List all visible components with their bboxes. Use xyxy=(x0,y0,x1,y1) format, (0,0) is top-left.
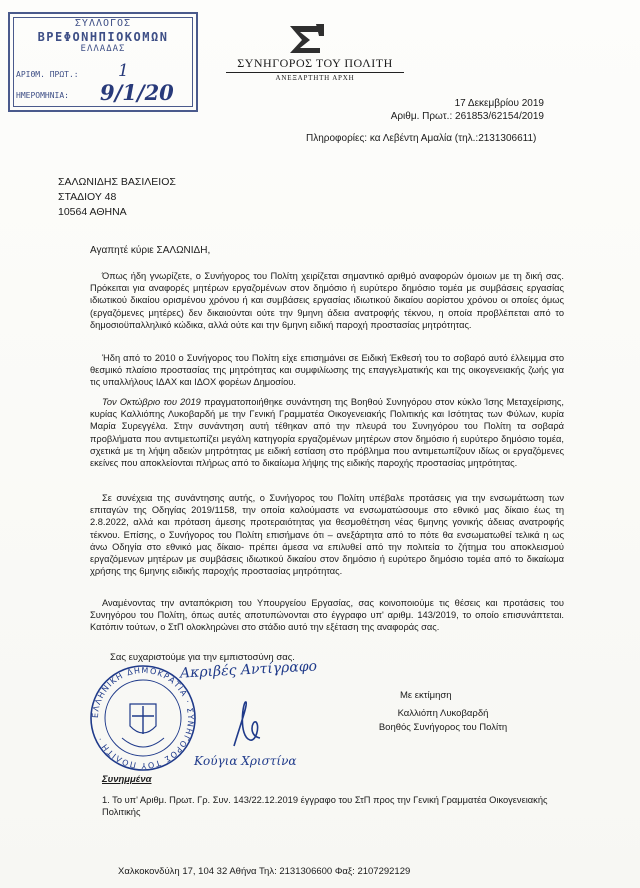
contact-info: Πληροφορίες: κα Λεβέντη Αμαλία (τηλ.:2131306611) xyxy=(306,133,537,144)
closing-line: Σας ευχαριστούμε για την εμπιστοσύνη σας. xyxy=(110,652,295,663)
paragraph-3-text: πραγματοποιήθηκε συνάντηση της Βοηθού Συνηγόρου στον κύκλο Ίσης Μεταχείρισης, κυρίας Καλλιόπης Λυκοβαρδή με την Γενική Γραμματέα Οικογενειακής Πολιτικής και Ισότητας των Φύλων, κυρία Μαρία Συρεγγέλα. Στην συνάντηση αυτή τέθηκαν από την πλευρά του Συνηγόρου του Πολίτη τα σοβαρά προβλήματα που αντιμετωπίζει μεγάλη κατηγορία εργαζομένων μητέρων στον δημόσιο ή ευρύτερο δημόσιο τομέα, σχετικά με τη λήψη αδειών μητρότητας με ειδική εστίαση στο πρόβλημα που αντιμετωπίζουν ιδίως οι εργαζόμενες εκείνες που αποκλείονται πλήρως από το δικαίωμα λήψης της ειδικής παροχής προστασίας μητρότητας. xyxy=(90,397,564,469)
protocol-number: Αριθμ. Πρωτ.: 261853/62154/2019 xyxy=(390,111,544,122)
true-copy-stamp: Ακριβές Αντίγραφο xyxy=(179,658,318,682)
paragraph-4: Σε συνέχεια της συνάντησης αυτής, ο Συνήγορος του Πολίτη υπέβαλε προτάσεις για την ενσωμάτωση των επιταγών της Οδηγίας 2019/1158, την οποία καλούμαστε να ενσωματώσουμε στο εθνικό μας δίκαιο έως τη 2.8.2022, αλλά και πρόταση άμεσης προτεραιότητας για θεσμοθέτηση νέας 6μηνης γονικής άδειας ανατροφής τέκνου. Επίσης, ο Συνήγορος του Πολίτη επισήμανε ότι – ανεξάρτητα από το πότε θα ενσωματωθεί τελικά η ως άνω Οδηγία στο εθνικό μας δίκαιο- πρέπει άμεσα να επιλυθεί από την πολιτεία το ζήτημα του αποκλεισμού εργαζόμενων μητέρων με συμβάσεις ιδιωτικού δικαίου στον δημόσιο ή ευρύτερο δημόσιο τομέα από το δικαίωμα χρήσης της 6μηνης ειδικής παροχής προστασίας μητρότητας. xyxy=(90,493,564,577)
stamp-number-value: 1 xyxy=(118,61,129,81)
recipient-city: 10564 ΑΘΗΝΑ xyxy=(58,206,127,218)
stamp-line-2: ΒΡΕΦΟΝΗΠΙΟΚΟΜΩΝ xyxy=(37,30,169,44)
footer-address: Χαλκοκονδύλη 17, 104 32 Αθήνα Τηλ: 2131306600 Φαξ: 2107292129 xyxy=(118,866,411,877)
paragraph-1: Όπως ήδη γνωρίζετε, ο Συνήγορος του Πολίτη χειρίζεται σημαντικό αριθμό αναφορών όμοιων με τη δική σας. Πρόκειται για αναφορές μητέρων εργαζομένων στον δημόσιο ή ευρύτερο δημόσιο τομέα με συμβάσεις εργασίας ιδιωτικού δικαίου ορισμένου χρόνου ή και συμβάσεις εργασίας ιδιωτικού δικαίου αορίστου χρόνου οι οποίες όμως (εργαζόμενες μητέρες) δεν δικαιούνται ούτε την 9μηνη άδεια ανατροφής τέκνου, η οποία προβλέπεται από το δημοσιοϋπαλληλικό κώδικα, αλλά ούτε και την 6μηνη ειδική παροχή προστασίας μητρότητας. xyxy=(90,271,564,330)
letter-date: 17 Δεκεμβρίου 2019 xyxy=(454,98,544,109)
regards-line: Με εκτίμηση xyxy=(400,690,452,701)
stamp-number-label: ΑΡΙΘΜ. ΠΡΩΤ.: xyxy=(16,70,79,79)
stamp-date-label: ΗΜΕΡΟΜΗΝΙΑ: xyxy=(16,91,69,100)
registry-stamp xyxy=(8,12,198,112)
handwritten-signature-icon xyxy=(226,696,266,756)
attachments-title: Συνημμένα xyxy=(102,774,152,785)
greeting: Αγαπητέ κύριε ΣΑΛΩΝΙΔΗ, xyxy=(90,245,211,256)
signer-role: Βοηθός Συνήγορος του Πολίτη xyxy=(378,722,508,733)
seal-text: ΕΛΛΗΝΙΚΗ ΔΗΜΟΚΡΑΤΙΑ · ΣΥΝΗΓΟΡΟΣ ΤΟΥ ΠΟΛΙΤΗ · xyxy=(90,665,196,771)
stamp-line-1: ΣΥΛΛΟΓΟΣ xyxy=(74,18,132,29)
ombudsman-logo-icon xyxy=(286,22,326,56)
paragraph-3 xyxy=(90,396,564,469)
organization-subtitle: ΑΝΕΞΑΡΤΗΤΗ ΑΡΧΗ xyxy=(275,74,355,82)
organization-name: ΣΥΝΗΓΟΡΟΣ ΤΟΥ ΠΟΛΙΤΗ xyxy=(226,56,404,73)
paragraph-3-lead: Τον Οκτώβριο του 2019 xyxy=(102,397,201,407)
attachment-item-1: 1. Το υπ' Αριθμ. Πρωτ. Γρ. Συν. 143/22.12.2019 έγγραφο του ΣτΠ προς την Γενική Γραμματέα Οικογενειακής Πολιτικής xyxy=(102,795,548,817)
recipient-name: ΣΑΛΩΝΙΔΗΣ ΒΑΣΙΛΕΙΟΣ xyxy=(58,176,176,188)
stamp-line-3: ΕΛΛΑΔΑΣ xyxy=(80,44,126,54)
paragraph-2: Ήδη από το 2010 ο Συνήγορος του Πολίτη είχε επισημάνει σε Ειδική Έκθεσή του το σοβαρό αυτό έλλειμμα στο θεσμικό πλαίσιο προστασίας της μητρότητας και συμφιλίωσης της επαγγελματικής και της οικογενειακής ζωής για τις υπαλλήλους ΙΔΑΧ και ΙΔΟΧ φορέων Δημοσίου. xyxy=(90,353,564,388)
signer-name: Καλλιόπη Λυκοβαρδή xyxy=(397,708,489,719)
paragraph-5: Αναμένοντας την ανταπόκριση του Υπουργείου Εργασίας, σας κοινοποιούμε τις θέσεις και προτάσεις του Συνηγόρου του Πολίτη, όπως αυτές αποτυπώνονται στο έγγραφο υπ' αριθμ. 143/2019, το οποίο επισυνάπτεται. Κατόπιν τούτων, ο ΣτΠ ολοκληρώνει στο στάδιο αυτό την εξέταση της αναφοράς σας. xyxy=(90,598,564,633)
certifier-name: Κούγια Χριστίνα xyxy=(194,754,297,768)
recipient-street: ΣΤΑΔΙΟΥ 48 xyxy=(58,191,117,203)
stamp-date-value: 9/1/20 xyxy=(100,80,174,105)
